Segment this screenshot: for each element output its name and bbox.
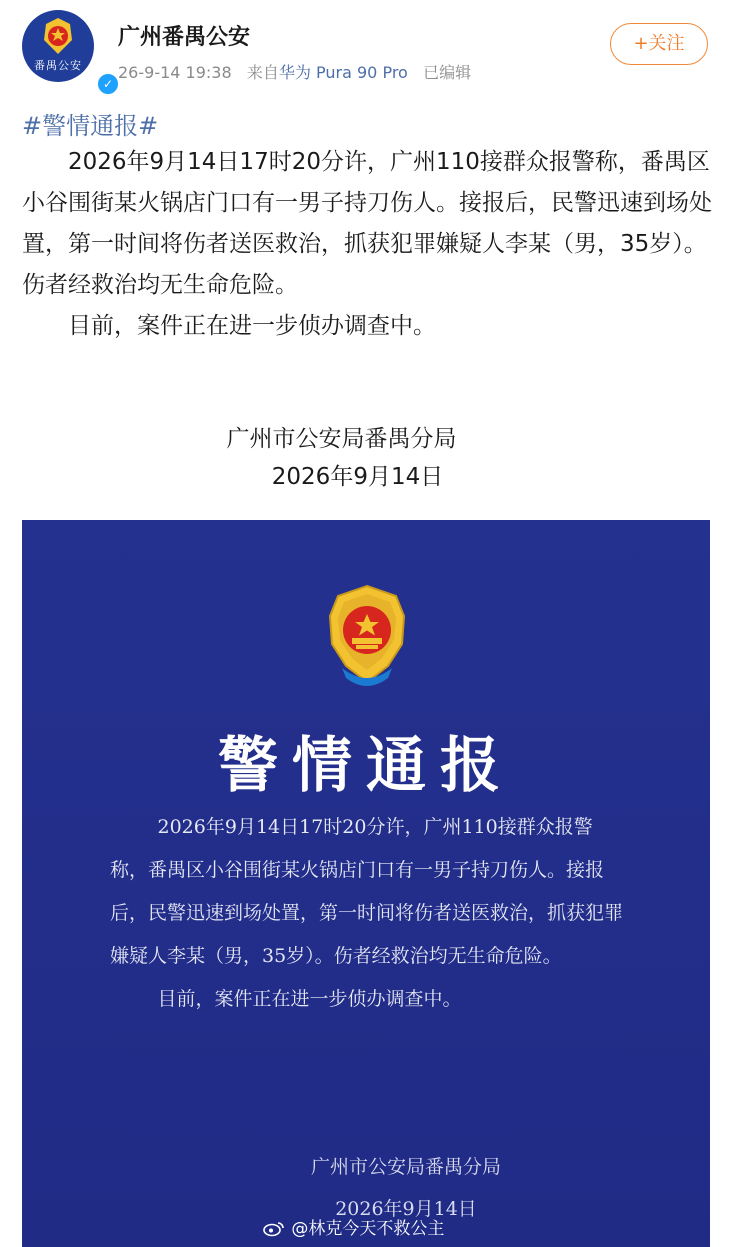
source-prefix: 来自 (246, 63, 279, 82)
avatar-label: 番禺公安 (34, 59, 82, 72)
police-emblem-icon (312, 582, 422, 694)
notice-title: 警情通报 (218, 731, 514, 801)
post-header (0, 0, 731, 96)
avatar[interactable] (22, 10, 114, 91)
post-paragraph: 2026年9月14日17时20分许，广州110接群众报警称，番禺区小谷围街某火锅店门口有一男子持刀伤人。接报后，民警迅速到场处置，第一时间将伤者送医救治，抓获犯罪嫌疑人李某（男，35岁）。伤者经救治均无生命危险。 (22, 149, 712, 298)
watermark-text: @林克今天不救公主 (291, 1219, 445, 1239)
notice-image[interactable] (22, 520, 710, 1247)
notice-signature-org: 广州市公安局番禺分局 (310, 1156, 501, 1178)
post-meta (118, 60, 471, 83)
hashtag-link[interactable]: #警情通报# (22, 112, 159, 140)
follow-button[interactable]: +关注 (610, 23, 708, 65)
device-link[interactable]: 华为 Pura 90 Pro (278, 63, 408, 82)
post-time: 26-9-14 19:38 (118, 63, 232, 82)
notice-signature-date: 2026年9月14日 (335, 1198, 477, 1220)
post-paragraph: 目前，案件正在进一步侦办调查中。 (68, 313, 436, 339)
post-signature-date: 2026年9月14日 (271, 464, 444, 490)
post-body (22, 142, 712, 347)
weibo-logo-icon (262, 1220, 286, 1236)
verified-badge-icon: ✓ (96, 72, 120, 96)
notice-paragraph: 2026年9月14日17时20分许，广州110接群众报警称，番禺区小谷围街某火锅店门口有一男子持刀伤人。接报后，民警迅速到场处置，第一时间将伤者送医救治，抓获犯罪嫌疑人李某（男，35岁）。伤者经救治均无生命危险。 (110, 816, 624, 967)
edited-label: 已编辑 (423, 63, 472, 82)
account-name[interactable]: 广州番禺公安 (118, 25, 251, 50)
notice-body (110, 806, 630, 1021)
image-watermark (262, 1214, 444, 1239)
notice-paragraph: 目前，案件正在进一步侦办调查中。 (157, 988, 462, 1010)
post-signature-org: 广州市公安局番禺分局 (226, 426, 457, 452)
